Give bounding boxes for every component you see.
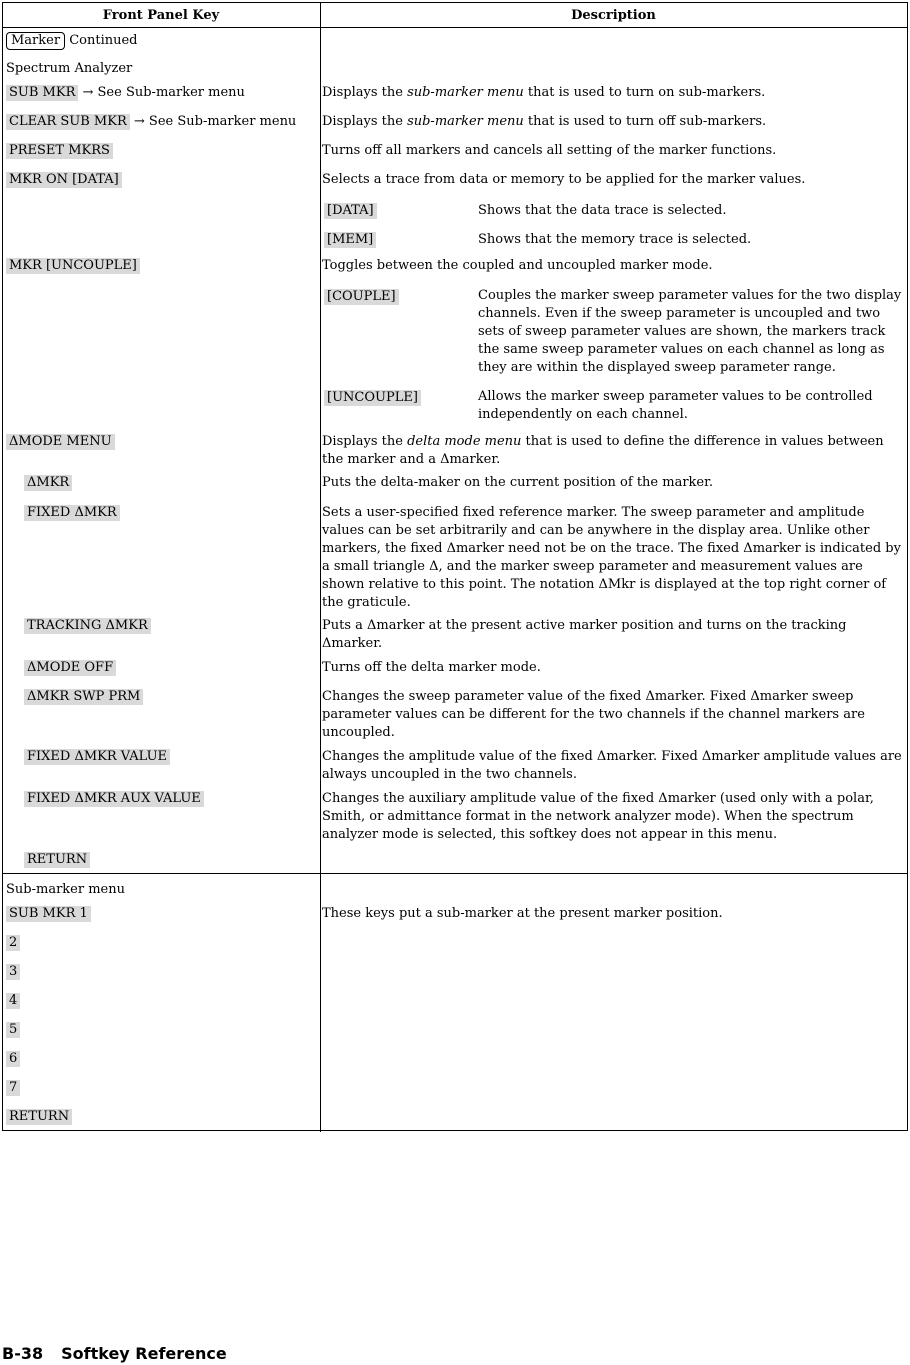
row-sub-mkr-desc <box>322 84 908 102</box>
section-title-sub-marker-menu: Sub-marker menu <box>6 882 125 897</box>
row-dmkr-desc: Puts the delta-maker on the current position of the marker. <box>322 475 714 490</box>
desc-emphasis: sub-marker menu <box>407 114 524 129</box>
row-fixed-dmkr-aux-value-key <box>24 790 204 808</box>
row-fixed-dmkr-value-desc <box>322 748 908 784</box>
sub-uncouple-desc <box>478 388 873 424</box>
row-mkr-on-data-desc: Selects a trace from data or memory to be applied for the marker values. <box>322 172 806 187</box>
submarker-key-6 <box>6 1050 20 1068</box>
desc-line: analyzer mode is selected, this softkey does not appear in this menu. <box>322 827 778 842</box>
row-tracking-dmkr-desc <box>322 617 908 653</box>
softkey-couple[interactable]: [COUPLE] <box>324 289 399 305</box>
row-dmkr-key <box>24 474 72 492</box>
row-dmkr-swp-prm-desc <box>322 688 908 742</box>
desc-line: the graticule. <box>322 595 411 610</box>
sub-mem-key <box>324 231 376 249</box>
softkey-dmode-off[interactable]: ΔMODE OFF <box>24 660 116 676</box>
submarker-key-3 <box>6 963 20 981</box>
desc-line: always uncoupled in the two channels. <box>322 767 577 782</box>
section-divider <box>2 873 908 874</box>
submarker-key-2 <box>6 934 20 952</box>
desc-line: Sets a user-specified fixed reference marker. The sweep parameter and amplitude <box>322 505 865 520</box>
desc-line: the same sweep parameter values on each channel as long as <box>478 342 885 357</box>
sub-mem-desc: Shows that the memory trace is selected. <box>478 232 752 247</box>
see-sub-marker-ref: → See Sub-marker menu <box>133 114 297 129</box>
softkey-fixed-dmkr[interactable]: FIXED ΔMKR <box>24 505 120 521</box>
row-dmode-off-key <box>24 659 116 677</box>
desc-text: Displays the <box>322 85 408 100</box>
softkey-tracking-dmkr[interactable]: TRACKING ΔMKR <box>24 618 151 634</box>
desc-line: shown relative to this point. The notation ΔMkr is displayed at the top right corner of <box>322 577 887 592</box>
see-sub-marker-ref: → See Sub-marker menu <box>82 85 245 100</box>
row-fixed-dmkr-aux-value-desc <box>322 790 908 844</box>
desc-text: that is used to define the difference in values between <box>521 434 884 449</box>
softkey-dmkr[interactable]: ΔMKR <box>24 475 72 491</box>
desc-line: Changes the auxiliary amplitude value of the fixed Δmarker (used only with a polar, <box>322 791 874 806</box>
row-fixed-dmkr-desc <box>322 504 908 612</box>
softkey-sub-mkr[interactable]: SUB MKR <box>6 85 78 101</box>
table-header <box>3 3 907 28</box>
desc-line: a small triangle Δ, and the marker sweep parameter and measurement values are <box>322 559 863 574</box>
sub-data-desc: Shows that the data trace is selected. <box>478 203 727 218</box>
sub-couple-key <box>324 288 399 306</box>
desc-line: Smith, or admittance format in the network analyzer mode). When the spectrum <box>322 809 854 824</box>
softkey-sub-mkr-7[interactable]: 7 <box>6 1080 20 1096</box>
desc-emphasis: delta mode menu <box>407 434 522 449</box>
softkey-dmkr-swp-prm[interactable]: ΔMKR SWP PRM <box>24 689 143 705</box>
submarker-return <box>6 1108 72 1126</box>
softkey-sub-mkr-4[interactable]: 4 <box>6 993 20 1009</box>
softkey-return-submarker[interactable]: RETURN <box>6 1109 72 1125</box>
row-preset-mkrs-key <box>6 142 113 160</box>
row-return-key <box>24 851 90 869</box>
desc-line: the marker and a Δmarker. <box>322 452 501 467</box>
softkey-sub-mkr-2[interactable]: 2 <box>6 935 20 951</box>
softkey-mkr-uncouple[interactable]: MKR [UNCOUPLE] <box>6 258 140 274</box>
softkey-preset-mkrs[interactable]: PRESET MKRS <box>6 143 113 159</box>
submarker-key-4 <box>6 992 20 1010</box>
row-clear-sub-mkr-key <box>6 113 296 131</box>
sub-data-key <box>324 202 377 220</box>
row-dmode-menu-desc <box>322 433 908 469</box>
softkey-data[interactable]: [DATA] <box>324 203 377 219</box>
desc-line: Puts a Δmarker at the present active marker position and turns on the tracking <box>322 618 847 633</box>
desc-line: Δmarker. <box>322 636 383 651</box>
softkey-sub-mkr-5[interactable]: 5 <box>6 1022 20 1038</box>
header-front-panel-key: Front Panel Key <box>102 8 220 23</box>
row-dmode-off-desc: Turns off the delta marker mode. <box>322 660 541 675</box>
submarker-desc: These keys put a sub-marker at the present marker position. <box>322 906 723 921</box>
desc-line: they are within the displayed sweep parameter range. <box>478 360 836 375</box>
desc-line: Couples the marker sweep parameter values for the two display <box>478 288 902 303</box>
desc-text: Displays the <box>322 434 408 449</box>
desc-line: Changes the sweep parameter value of the fixed Δmarker. Fixed Δmarker sweep <box>322 689 854 704</box>
row-dmode-menu-key <box>6 433 115 451</box>
desc-line: values can be set arbitrarily and can be anywhere in the display area. Unlike other <box>322 523 870 538</box>
header-description: Description <box>571 8 656 23</box>
desc-line: parameter values can be different for the two channels if the channel markers are <box>322 707 865 722</box>
marker-hardkey[interactable]: Marker <box>6 32 65 50</box>
desc-line: uncoupled. <box>322 725 395 740</box>
row-mkr-uncouple-desc: Toggles between the coupled and uncoupled marker mode. <box>322 258 713 273</box>
desc-line: channels. Even if the sweep parameter is uncoupled and two <box>478 306 881 321</box>
softkey-dmode-menu[interactable]: ΔMODE MENU <box>6 434 115 450</box>
softkey-sub-mkr-6[interactable]: 6 <box>6 1051 20 1067</box>
row-fixed-dmkr-key <box>24 504 120 522</box>
row-fixed-dmkr-value-key <box>24 748 170 766</box>
desc-text: that is used to turn off sub-markers. <box>523 114 767 129</box>
softkey-sub-mkr-1[interactable]: SUB MKR 1 <box>6 906 91 922</box>
softkey-clear-sub-mkr[interactable]: CLEAR SUB MKR <box>6 114 130 130</box>
softkey-fixed-dmkr-value[interactable]: FIXED ΔMKR VALUE <box>24 749 170 765</box>
softkey-fixed-dmkr-aux-value[interactable]: FIXED ΔMKR AUX VALUE <box>24 791 204 807</box>
softkey-uncouple[interactable]: [UNCOUPLE] <box>324 390 421 406</box>
softkey-mkr-on-data[interactable]: MKR ON [DATA] <box>6 172 122 188</box>
section-title-spectrum-analyzer: Spectrum Analyzer <box>6 61 133 76</box>
softkey-return[interactable]: RETURN <box>24 852 90 868</box>
continued-label: Continued <box>69 33 138 48</box>
submarker-key-5 <box>6 1021 20 1039</box>
sub-couple-desc <box>478 287 901 377</box>
section-name: Softkey Reference <box>61 1344 227 1363</box>
row-sub-mkr-key <box>6 84 245 102</box>
row-mkr-on-data-key <box>6 171 122 189</box>
column-divider <box>320 3 321 1132</box>
desc-emphasis: sub-marker menu <box>407 85 524 100</box>
softkey-sub-mkr-3[interactable]: 3 <box>6 964 20 980</box>
page-number: B-38 <box>2 1344 44 1363</box>
desc-text: that is used to turn on sub-markers. <box>523 85 766 100</box>
desc-line: sets of sweep parameter values are shown, the markers track <box>478 324 886 339</box>
submarker-key-1 <box>6 905 91 923</box>
page-footer <box>2 1344 245 1363</box>
marker-key-row <box>6 32 138 50</box>
row-tracking-dmkr-key <box>24 617 151 635</box>
submarker-key-7 <box>6 1079 20 1097</box>
row-dmkr-swp-prm-key <box>24 688 143 706</box>
desc-line: Allows the marker sweep parameter values to be controlled <box>478 389 873 404</box>
row-preset-mkrs-desc: Turns off all markers and cancels all setting of the marker functions. <box>322 143 777 158</box>
sub-uncouple-key <box>324 389 421 407</box>
row-clear-sub-mkr-desc <box>322 113 908 131</box>
softkey-mem[interactable]: [MEM] <box>324 232 376 248</box>
desc-line: independently on each channel. <box>478 407 688 422</box>
row-mkr-uncouple-key <box>6 257 140 275</box>
desc-line: Changes the amplitude value of the fixed Δmarker. Fixed Δmarker amplitude values are <box>322 749 902 764</box>
desc-text: Displays the <box>322 114 408 129</box>
desc-line: markers, the fixed Δmarker need not be on the trace. The fixed Δmarker is indicated by <box>322 541 901 556</box>
